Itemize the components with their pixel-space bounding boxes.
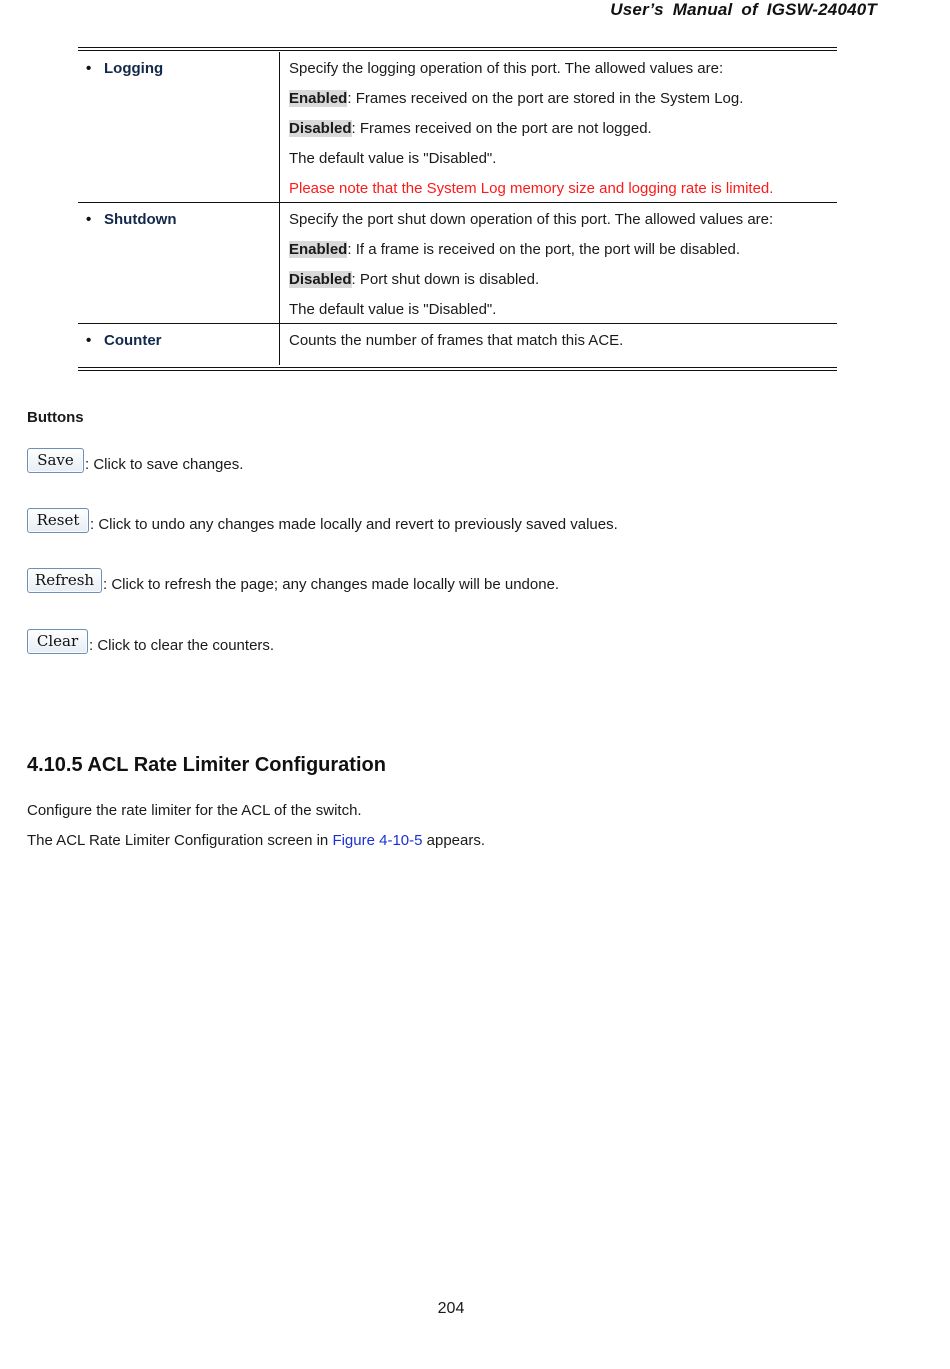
value-desc: : Frames received on the port are stored in the System Log. <box>347 90 744 107</box>
param-name-counter: Counter <box>104 332 162 349</box>
button-description: : Click to clear the counters. <box>89 637 275 654</box>
desc-line <box>289 233 837 263</box>
desc-line <box>289 112 837 142</box>
section-heading: 4.10.5 ACL Rate Limiter Configuration <box>27 754 386 776</box>
value-term: Enabled <box>289 90 348 107</box>
value-desc: : If a frame is received on the port, the port will be disabled. <box>347 241 741 258</box>
table-top-rule <box>78 47 837 51</box>
clear-button[interactable]: Clear <box>27 629 88 654</box>
page-number: 204 <box>437 1300 465 1317</box>
bullet-icon: • <box>86 332 92 349</box>
param-name-shutdown: Shutdown <box>104 211 177 228</box>
param-desc-cell <box>280 203 838 324</box>
para-text: The ACL Rate Limiter Configuration screen in <box>27 832 333 849</box>
value-term: Enabled <box>289 241 348 258</box>
desc-line: Specify the logging operation of this port. The allowed values are: <box>289 60 724 77</box>
desc-line: The default value is "Disabled". <box>289 301 497 318</box>
param-desc-cell <box>280 52 838 203</box>
table-row <box>78 203 837 324</box>
button-description: : Click to save changes. <box>85 456 244 473</box>
param-name-cell <box>78 52 280 203</box>
figure-reference-paragraph <box>27 832 485 849</box>
button-description: : Click to undo any changes made locally and revert to previously saved values. <box>90 516 618 533</box>
save-button[interactable]: Save <box>27 448 84 473</box>
desc-line: Counts the number of frames that match this ACE. <box>289 332 624 349</box>
para-text: appears. <box>422 832 486 849</box>
value-desc: : Port shut down is disabled. <box>351 271 540 288</box>
value-term: Disabled <box>289 120 352 137</box>
figure-link[interactable]: Figure 4-10-5 <box>332 832 423 849</box>
button-description-row <box>27 568 559 593</box>
reset-button[interactable]: Reset <box>27 508 89 533</box>
table-bottom-rule <box>78 367 837 371</box>
param-desc-cell <box>280 324 838 366</box>
desc-line: Specify the port shut down operation of this port. The allowed values are: <box>289 211 774 228</box>
section-intro: Configure the rate limiter for the ACL of the switch. <box>27 802 362 819</box>
param-name-cell <box>78 203 280 324</box>
button-description-row <box>27 508 618 533</box>
button-description-row <box>27 629 274 654</box>
desc-line: The default value is "Disabled". <box>289 150 497 167</box>
parameter-table <box>78 52 837 365</box>
param-name-logging: Logging <box>104 60 164 77</box>
table-row <box>78 324 837 366</box>
bullet-icon: • <box>86 211 92 228</box>
param-name-cell <box>78 324 280 366</box>
desc-line <box>289 263 837 293</box>
running-header: User’s Manual of IGSW-24040T <box>610 0 877 19</box>
buttons-heading: Buttons <box>27 409 84 426</box>
value-term: Disabled <box>289 271 352 288</box>
refresh-button[interactable]: Refresh <box>27 568 102 593</box>
button-description-row <box>27 448 243 473</box>
value-desc: : Frames received on the port are not logged. <box>351 120 652 137</box>
warning-note: Please note that the System Log memory size and logging rate is limited. <box>289 180 774 197</box>
desc-line <box>289 82 837 112</box>
table-row <box>78 52 837 203</box>
bullet-icon: • <box>86 60 92 77</box>
button-description: : Click to refresh the page; any changes made locally will be undone. <box>103 576 560 593</box>
